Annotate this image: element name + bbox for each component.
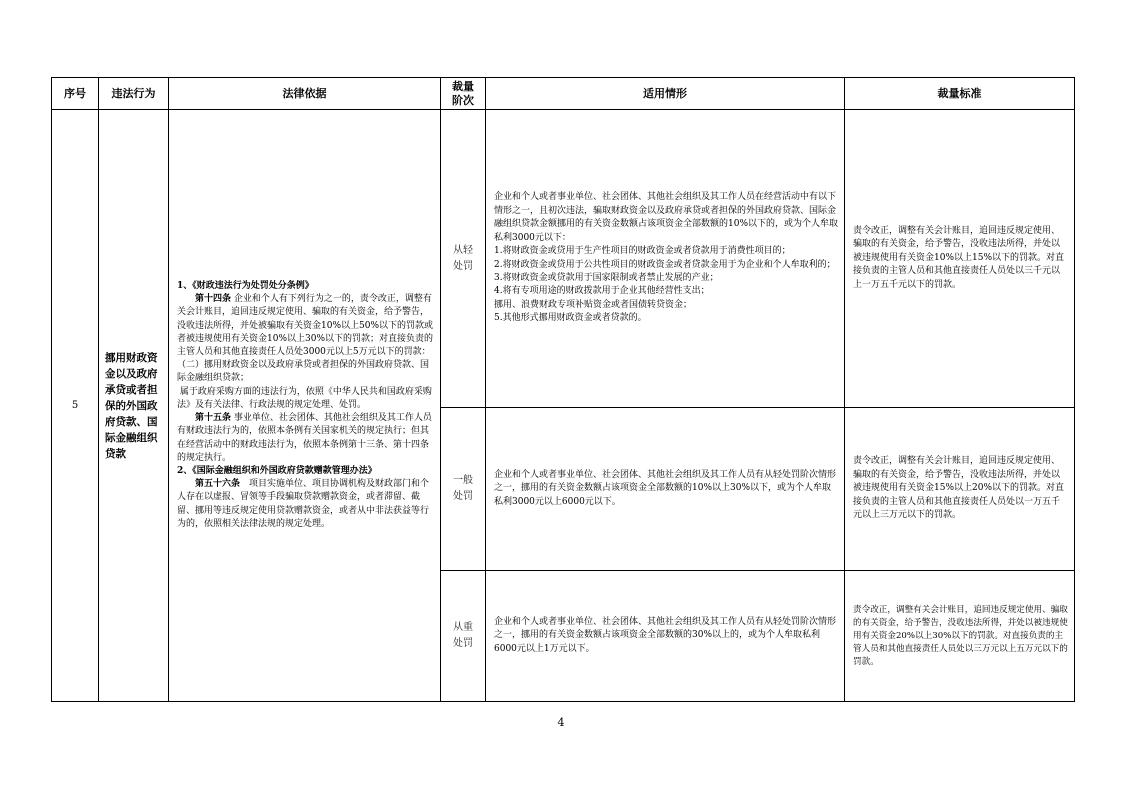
article-14-text: 企业和个人有下列行为之一的，责令改正，调整有关会计账目，追回违反规定使用、骗取的有关资金，给予警告，没收违法所得，并处被骗取有关资金10%以上50%以下的罚款或者被违规使用有关资金10%以上30%以下的罚款；对直接负责的主管人员和其他直接责任人员处3000元以上5万元以下的罚款： bbox=[177, 294, 434, 358]
article-15-text: 事业单位、社会团体、其他社会组织及其工作人员有财政违法行为的，依照本条例有关国家机关的规定执行；但其在经营活动中的财政违法行为，依照本条例第十三条、第十四条的规定执行。 bbox=[177, 413, 432, 463]
case-line: 挪用、浪费财政专项补贴资金或者国债转贷资金； bbox=[494, 299, 693, 310]
case-line: 2.将财政资金或贷用于公共性项目的财政资金或者贷款金用于为企业和个人牟取利的； bbox=[494, 259, 836, 270]
tier-level-general: 一般 处罚 bbox=[441, 408, 486, 571]
case-line: 4.将有专项用途的财政拨款用于企业其他经营性支出； bbox=[494, 286, 710, 297]
article-56-head: 第五十六条 bbox=[195, 479, 241, 490]
case-line: 企业和个人或者事业单位、社会团体、其他社会组织及其工作人员有从轻处罚阶次情形之一，挪用的有关资金数额占该项资金全部数额的30%以上的，或为个人牟取私利6000元以上1万元以下。 bbox=[494, 616, 837, 654]
law-note-text: 属于政府采购方面的违法行为，依照《中华人民共和国政府采购法》及有关法律、行政法规的规定处理、处罚。 bbox=[177, 386, 432, 410]
law-title-1: 1、《财政违法行为处罚处分条例》 bbox=[177, 281, 314, 292]
law-article-15 bbox=[177, 412, 436, 465]
case-line: 企业和个人或者事业单位、社会团体、其他社会组织及其工作人员在经营活动中有以下情形之一，且初次违法，骗取财政资金以及政府承贷或者担保的外国政府贷款、国际金融组织贷款金额挪用的有关资金数额占该项资金全部数额的10%以下的，或为个人牟取私利3000元以下： bbox=[494, 192, 839, 243]
penalty-table bbox=[51, 77, 1075, 702]
law-title-2: 2、《国际金融组织和外国政府贷款赠款管理办法》 bbox=[177, 465, 377, 476]
header-standard: 裁量标准 bbox=[845, 78, 1075, 110]
tier-case-light bbox=[486, 110, 845, 408]
header-row bbox=[52, 78, 1075, 110]
law-item-2: （二）挪用财政资金以及政府承贷或者担保的外国政府贷款、国际金融组织贷款； bbox=[177, 360, 430, 384]
header-act: 违法行为 bbox=[99, 78, 169, 110]
header-no: 序号 bbox=[52, 78, 99, 110]
tier-level-light: 从轻 处罚 bbox=[441, 110, 486, 408]
tier-case-general bbox=[486, 408, 845, 571]
violation-act: 挪用财政资金以及政府承贷或者担保的外国政府贷款、国际金融组织贷款 bbox=[99, 110, 169, 702]
legal-basis bbox=[169, 110, 441, 702]
case-line: 3.将财政资金或贷款用于国家限制或者禁止发展的产业； bbox=[494, 272, 719, 283]
article-14-head: 第十四条 bbox=[195, 294, 232, 305]
law-article-56 bbox=[177, 478, 436, 531]
case-line: 企业和个人或者事业单位、社会团体、其他社会组织及其工作人员有从轻处罚阶次情形之一，挪用的有关资金数额占该项资金全部数额的10%以上30%以下，或为个人牟取私利3000元以上6000元以下。 bbox=[494, 469, 837, 507]
case-line: 1.将财政资金或贷用于生产性项目的财政资金或者贷款用于消费性项目的； bbox=[494, 246, 791, 257]
article-56-text: 项目实施单位、项目协调机构及财政部门和个人存在以虚报、冒领等手段骗取贷款赠款资金，或者滞留、截留、挪用等违反规定使用贷款赠款资金，或者从中非法获益等行为的，依照相关法律法规的规定处理。 bbox=[177, 479, 430, 529]
case-line: 5.其他形式挪用财政资金或者贷款的。 bbox=[494, 313, 647, 324]
article-15-head: 第十五条 bbox=[195, 413, 232, 424]
tier-row-light bbox=[52, 110, 1075, 408]
tier-standard-heavy: 责令改正，调整有关会计账目，追回违反规定使用、骗取的有关资金，给予警告，没收违法所得，并处以被违规使用有关资金20%以上30%以下的罚款。对直接负责的主管人员和其他直接责任人员处以三万元以上五万元以下的罚款。 bbox=[845, 571, 1075, 702]
tier-standard-light: 责令改正，调整有关会计账目，追回违反规定使用、骗取的有关资金，给予警告，没收违法所得，并处以被违规使用有关资金10%以上15%以下的罚款。对直接负责的主管人员和其他直接责任人员处以三千元以上一万五千元以下的罚款。 bbox=[845, 110, 1075, 408]
tier-case-heavy bbox=[486, 571, 845, 702]
tier-level-heavy: 从重 处罚 bbox=[441, 571, 486, 702]
tier-standard-general: 责令改正，调整有关会计账目，追回违反规定使用、骗取的有关资金，给予警告，没收违法所得，并处以被违规使用有关资金15%以上20%以下的罚款。对直接负责的主管人员和其他直接责任人员处以一万五千元以上三万元以下的罚款。 bbox=[845, 408, 1075, 571]
law-article-14 bbox=[177, 293, 436, 359]
header-level: 裁量 阶次 bbox=[441, 78, 486, 110]
law-note bbox=[177, 386, 436, 412]
header-case: 适用情形 bbox=[486, 78, 845, 110]
row-number: 5 bbox=[52, 110, 99, 702]
page-number: 4 bbox=[557, 716, 565, 729]
header-law: 法律依据 bbox=[169, 78, 441, 110]
